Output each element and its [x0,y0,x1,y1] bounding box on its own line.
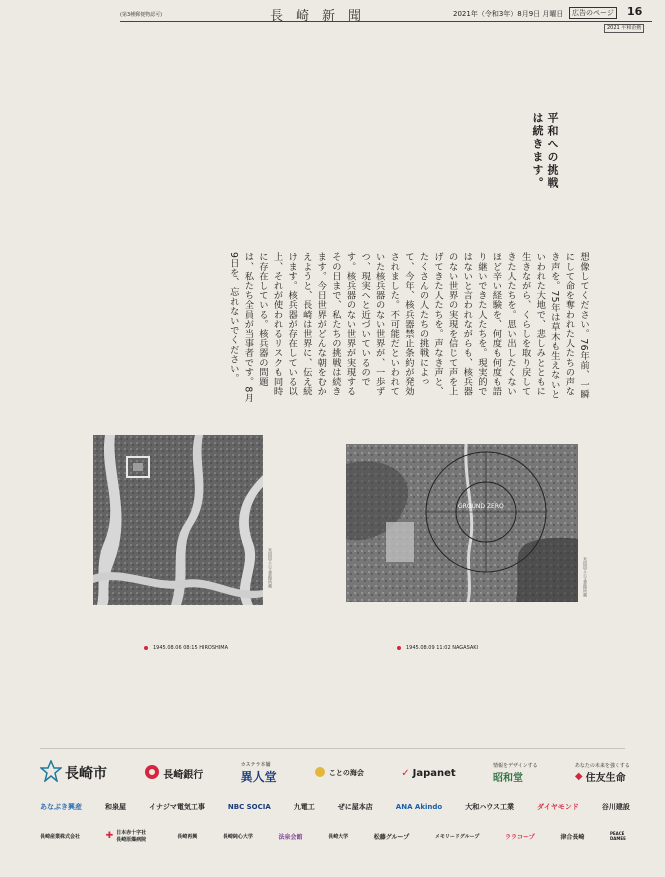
japanet-mark-icon: ✓ [401,767,410,779]
sponsor-sumitomo-life [575,762,630,784]
nagasaki-caption-text: 1945.08.09 11:02 NAGASAKI [406,645,479,651]
issue-date: 2021年（令和3年）8月9日 月曜日 [453,10,564,18]
nagasaki-photo-credit: 米国国立公文書館所蔵 [583,557,588,597]
sponsor-sub-label: あなたの未来を強くする [574,763,630,769]
masthead-note: (第3種郵便物認可) [120,12,163,18]
sponsor-label: 長崎市 [65,766,107,782]
sponsor-row-1 [40,758,630,788]
sponsor-label: 異人堂 [240,770,277,784]
sponsor-hosen: 法泉会館 [278,833,303,841]
sponsor-matsufuji: 松藤グループ [373,833,410,841]
sponsor-tanigawa: 谷川建設 [601,803,630,811]
hiroshima-aerial-photo [93,435,263,605]
sponsor-red-cross [106,829,152,843]
sponsor-label: Japanet [412,767,456,779]
masthead [0,0,665,40]
sponsor-kotonoumi [314,766,364,780]
edition-tag: 2021 平和企画 [604,24,644,33]
sponsor-label: 昭和堂 [492,773,523,784]
hiroshima-caption [144,645,228,651]
section-badge: 広告のページ [569,7,617,19]
sponsor-nagasaki-bank [144,764,203,783]
hiroshima-caption-text: 1945.08.06 08:15 HIROSHIMA [153,645,229,651]
sponsor-row-2 [40,797,630,817]
sponsor-label: 日本赤十字社 長崎原爆病院 [116,830,147,843]
sponsor-izumiya: 和泉屋 [105,803,126,811]
sponsor-nagasaki-sangyo: 長崎産業株式会社 [40,833,81,840]
nagasaki-caption [397,645,478,651]
sponsor-kyudenko: 九電工 [293,803,315,811]
flower-logo-icon [314,766,326,780]
sponsor-peace: PEACE DAMEE [609,831,626,841]
newspaper-name: 長崎新聞 [270,9,375,24]
sponsor-junshin: 長崎純心大学 [222,833,253,840]
sumitomo-mark-icon: ◆ [574,771,583,782]
nagasaki-aerial-photo [346,444,578,602]
sponsor-saiko: 長崎再興 [177,833,198,840]
sponsor-nagasaki-city [40,760,107,786]
sponsor-inajima: イナジマ電気工事 [149,803,205,811]
red-dot-icon [144,646,148,650]
sponsor-tsugo: 津合長崎 [560,833,585,841]
sponsor-diamond: ダイヤモンド [537,803,579,811]
headline: 平和への挑戦は続きます。 [531,112,559,190]
body-text: 想像してください。76年前、一瞬にして命を奪われた人たちの声なき声を。75年は草木も生えないといわれた大地で、悲しみとともに生きながら、くらしを取り戻してきた人たちを。思い出したくないほど辛い経験を、何度も何度も語り継いできた人たちを。現実的ではないと言われながらも、核兵器のない世界の実現を信じて声を上げてきた人たちを。声なき声と、たくさんの人たちの挑戦によって、今年、核兵器禁止条約が発効されました。不可能だといわれていた核兵器のない世界が、一歩ずつ、現実へと近づいているのです。核兵器のない世界が実現するその日まで、私たちの挑戦は続きます。今日世界がどんな朝をむかえようと、長崎は世界に、伝え続けます。核兵器が存在している以上、それが使われるリスクも同時に存在している。核兵器の問題は、私たち全員が当事者です。8月9日を、忘れないでください。 [227,252,589,403]
sponsor-label: ことの海会 [328,769,364,777]
sponsor-japanet [401,768,455,779]
sponsor-sub-label: カステラ本舗 [240,762,271,768]
sponsor-daiwa-house: 大和ハウス工業 [465,803,514,811]
red-dot-icon [397,646,401,650]
sponsor-label-wrap [575,769,626,784]
bank-logo-icon [144,764,160,783]
sponsor-showado [493,762,538,784]
city-emblem-icon [40,760,62,786]
sponsor-lalacoop: ララコープ [505,833,535,841]
page-number: 16 [627,5,643,18]
sponsor-divider [40,748,625,749]
sponsor-memoried: メモリードグループ [434,833,480,840]
ground-zero-label: GROUND ZERO [458,503,504,510]
sponsor-zeniya: ぜに屋本店 [337,803,373,811]
sponsor-ijindo [241,761,277,785]
hiroshima-photo-credit: 米国国立公文書館所蔵 [268,548,273,588]
sponsor-nbc-socia: NBC SOCIA [227,803,271,811]
sponsor-nagasaki-univ: 長崎大学 [328,833,349,840]
masthead-rule [120,21,652,22]
sponsor-anabuki: あなぶき興産 [40,803,82,811]
sponsor-row-3 [40,826,630,846]
sponsor-sub-label: 情報をデザインする [492,763,538,769]
sponsor-label: 長崎銀行 [163,769,204,781]
sponsor-ana-akindo: ANA Akindo [395,803,443,811]
red-cross-icon: ✚ [105,831,114,841]
sponsor-label: 住友生命 [585,773,626,784]
